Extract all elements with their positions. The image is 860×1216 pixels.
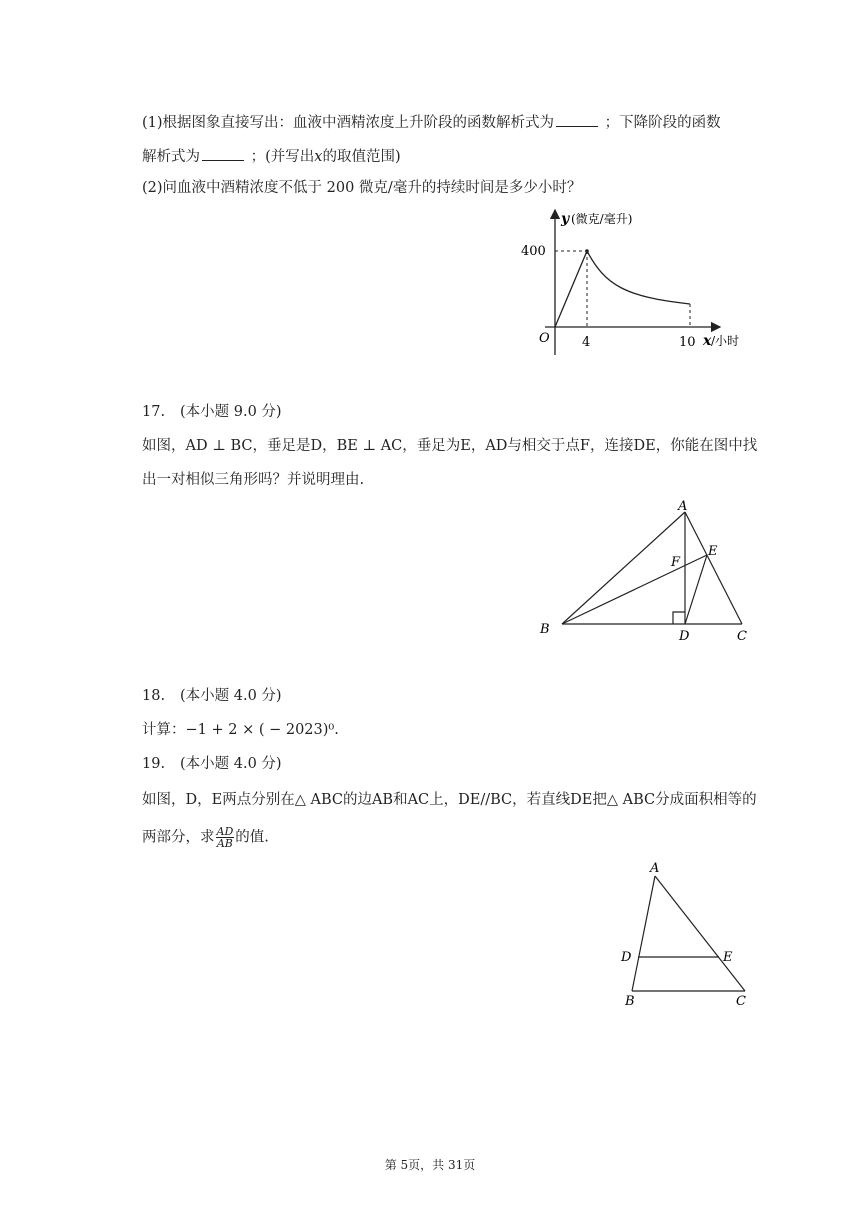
q17-line1: 如图，AD ⊥ BC，垂足是D，BE ⊥ AC，垂足为E，AD与相交于点F，连接DE，你能在图中找 bbox=[142, 438, 758, 454]
q19-label-C: C bbox=[736, 994, 746, 1009]
q16-part1-text-e: 的取值范围) bbox=[322, 149, 401, 165]
x-tick-10: 10 bbox=[679, 335, 696, 350]
q17-line2: 出一对相似三角形吗？并说明理由. bbox=[142, 472, 365, 488]
x-tick-4: 4 bbox=[582, 335, 591, 350]
q17-label-D: D bbox=[679, 629, 690, 644]
q17-number: 17. bbox=[142, 404, 166, 420]
q16-part1-text-d: ；(并写出 bbox=[250, 149, 315, 165]
answer-blank-2 bbox=[202, 146, 244, 161]
q16-part2: (2)问血液中酒精浓度不低于 200 微克/毫升的持续时间是多少小时？ bbox=[142, 180, 582, 196]
q16-part1-text-b: ；下降阶段的函数 bbox=[604, 115, 721, 131]
q17-label-B: B bbox=[540, 622, 550, 637]
fraction-denominator: AB bbox=[216, 837, 233, 850]
y-axis-unit: (微克/毫升) bbox=[571, 212, 633, 226]
x-axis-label: x bbox=[703, 333, 712, 349]
rise-segment bbox=[555, 251, 587, 327]
x-axis-unit: /小时 bbox=[711, 334, 740, 348]
q19-label-E: E bbox=[723, 950, 733, 965]
q18-line1: 计算：−1 + 2 × ( − 2023)⁰. bbox=[142, 722, 339, 738]
q19-line2-text-b: 的值. bbox=[235, 829, 269, 846]
page-footer: 第 5页，共 31页 bbox=[384, 1158, 476, 1172]
q19-label-A: A bbox=[650, 861, 660, 876]
q16-part1-var-x: x bbox=[314, 149, 323, 165]
q19-label-D: D bbox=[621, 950, 632, 965]
q19-label-B: B bbox=[625, 994, 635, 1009]
q16-part1-text-a: (1)根据图象直接写出：血液中酒精浓度上升阶段的函数解析式为 bbox=[142, 115, 555, 131]
q19-number: 19. bbox=[142, 756, 166, 772]
q19-line2-text-a: 两部分，求 bbox=[142, 829, 215, 846]
fraction-numerator: AD bbox=[216, 825, 234, 838]
q16-part1-line2 bbox=[142, 146, 401, 167]
fraction-ad-ab bbox=[216, 826, 235, 849]
q19-line2 bbox=[142, 826, 269, 849]
peak-point bbox=[585, 249, 589, 253]
q18-header: (本小题 4.0 分) bbox=[180, 688, 282, 704]
q16-part1-text-c: 解析式为 bbox=[142, 149, 200, 165]
y-axis-label: y bbox=[561, 211, 570, 227]
q19-figure bbox=[615, 860, 765, 1010]
q17-label-F: F bbox=[671, 555, 681, 570]
q17-label-E: E bbox=[708, 544, 718, 559]
decay-curve bbox=[587, 251, 690, 304]
origin-label: O bbox=[539, 331, 550, 346]
q16-graph bbox=[515, 205, 755, 365]
answer-blank-1 bbox=[556, 112, 598, 127]
q17-header: (本小题 9.0 分) bbox=[180, 404, 282, 420]
q19-line1: 如图，D，E两点分别在△ ABC的边AB和AC上，DE//BC，若直线DE把△ ABC分成面积相等的 bbox=[142, 792, 757, 808]
q17-label-A: A bbox=[678, 500, 688, 514]
q17-figure bbox=[535, 500, 765, 650]
q19-header: (本小题 4.0 分) bbox=[180, 756, 282, 772]
q17-label-C: C bbox=[737, 629, 747, 644]
q18-number: 18. bbox=[142, 688, 166, 704]
y-tick-400: 400 bbox=[521, 244, 546, 259]
q16-part1-line1 bbox=[142, 112, 721, 133]
